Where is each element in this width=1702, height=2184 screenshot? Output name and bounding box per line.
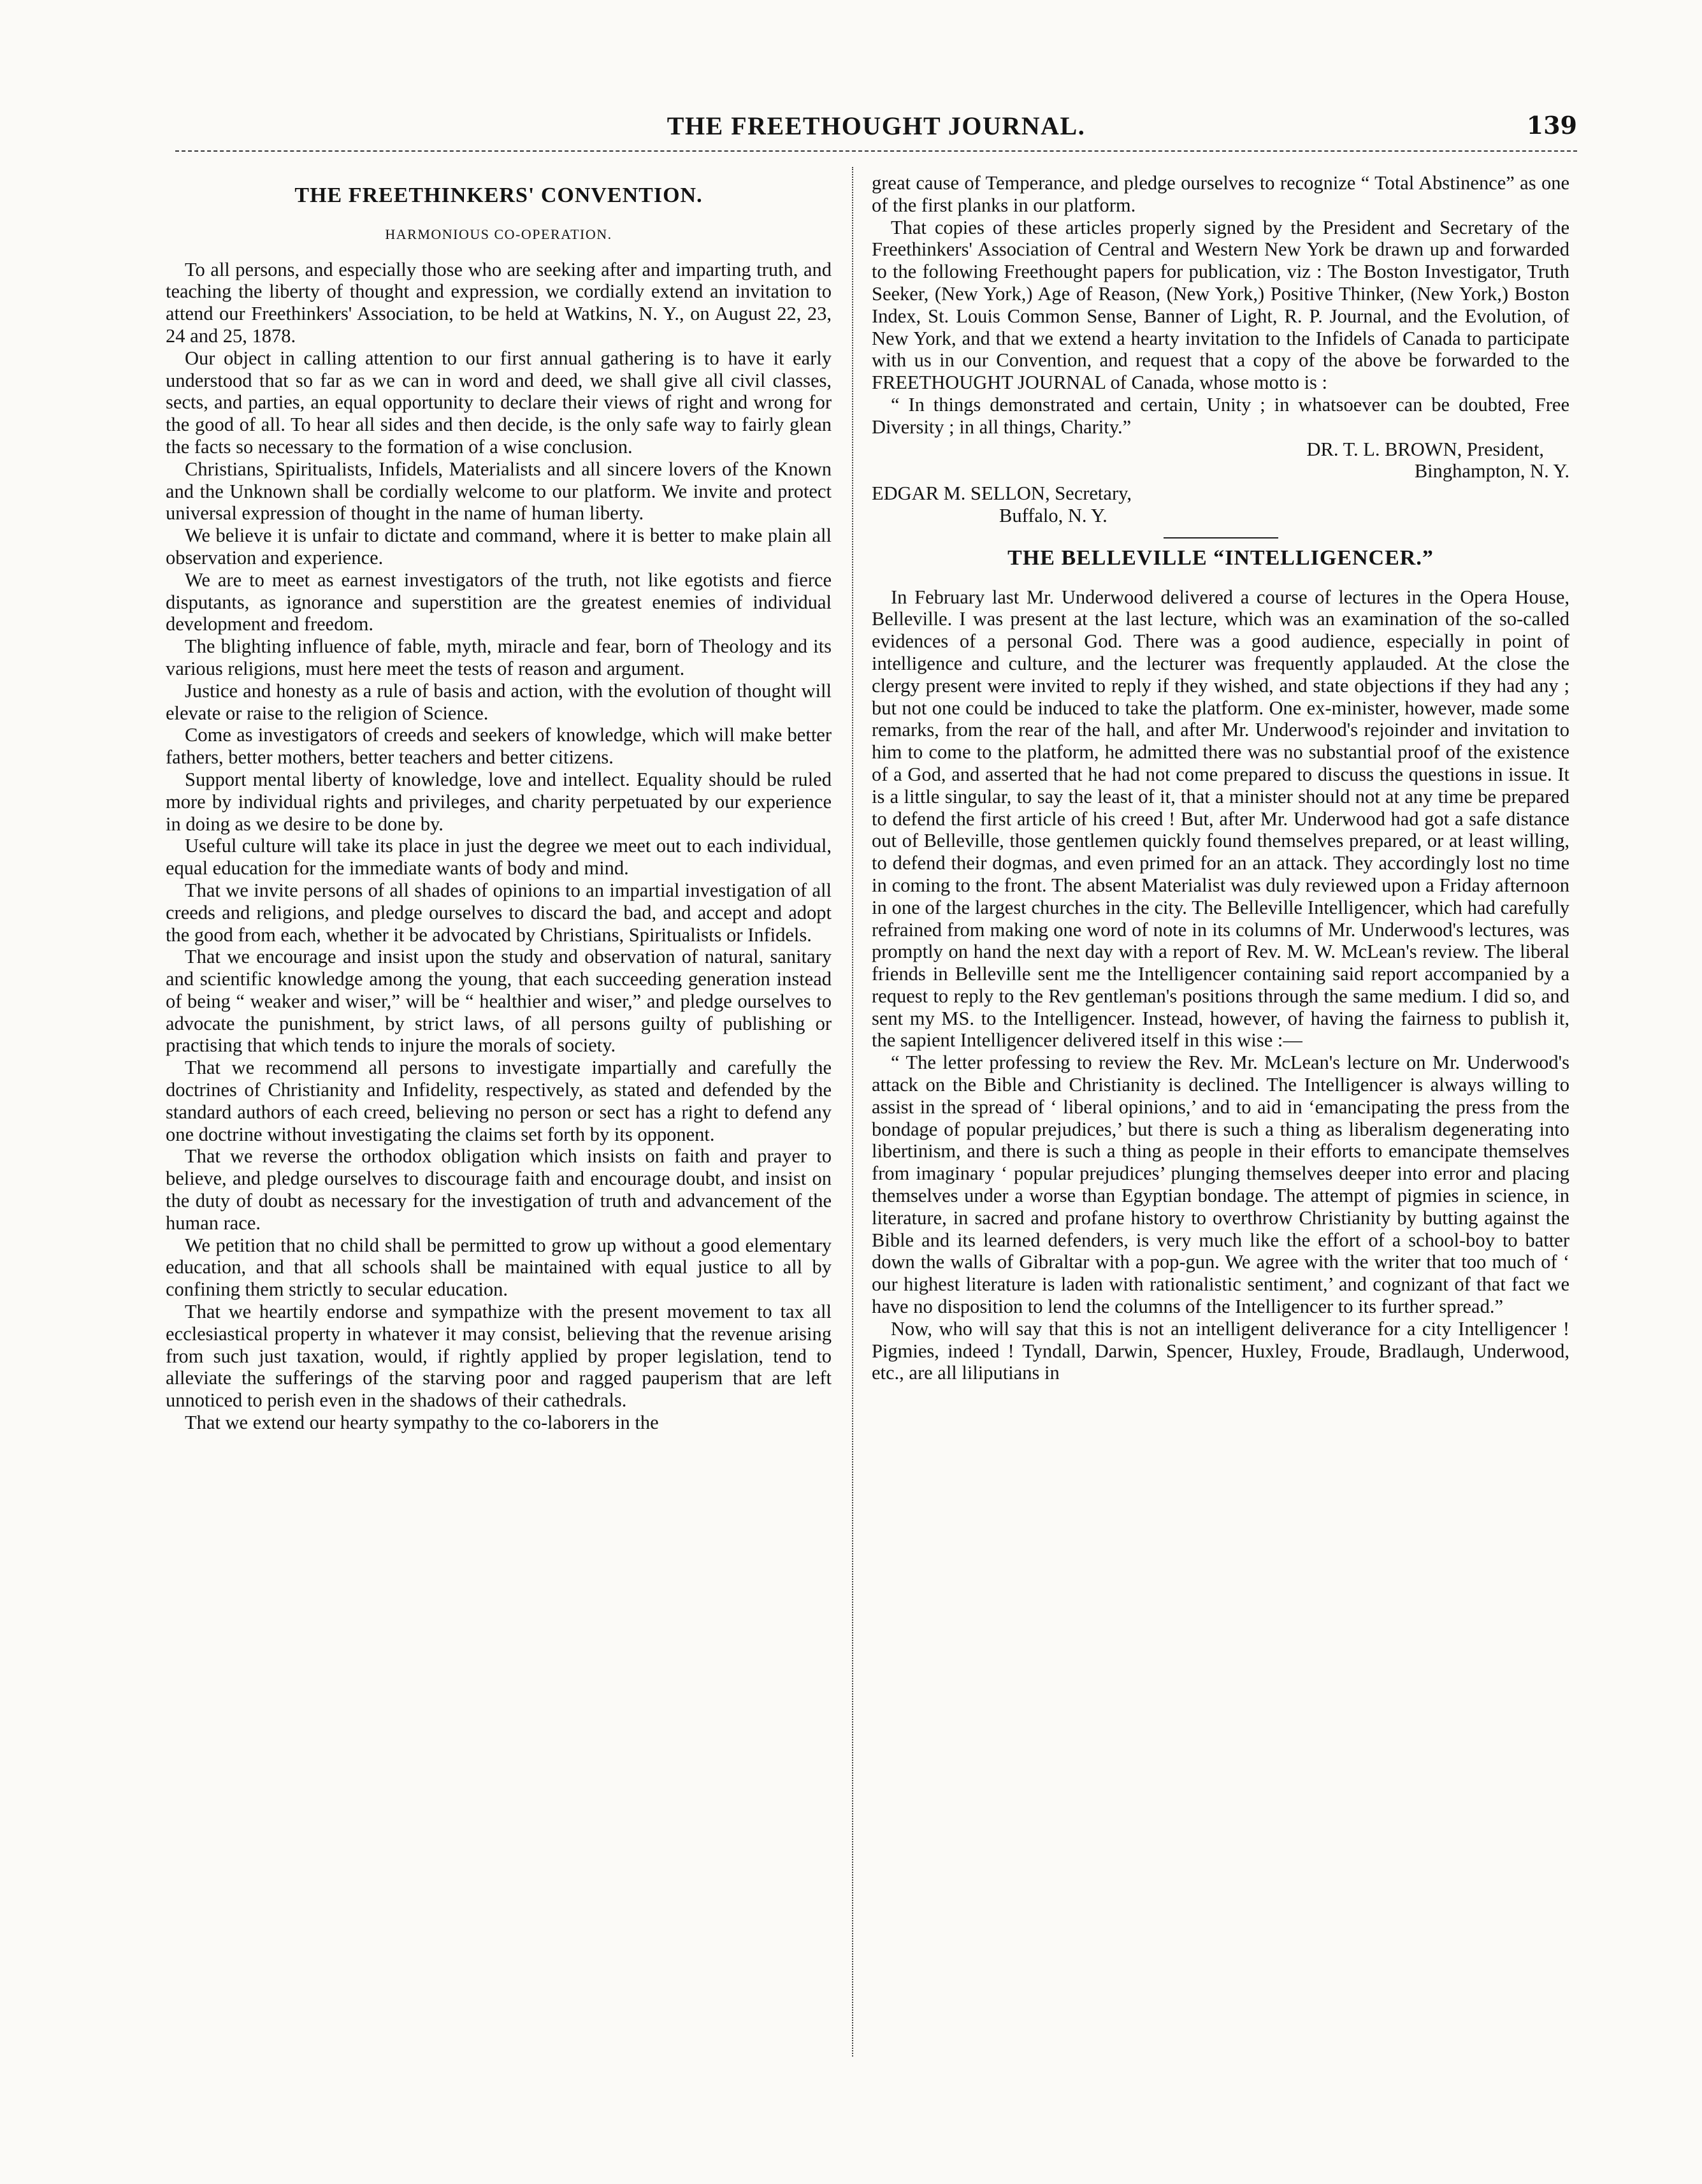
right-column <box>872 172 1569 2052</box>
convention-paragraph: Come as investigators of creeds and seekers of knowledge, which will make better fathers, better mothers, better teachers and better citizens. <box>166 724 832 769</box>
section-divider <box>1164 537 1278 539</box>
header-rule <box>175 150 1577 152</box>
intelligencer-paragraph: Now, who will say that this is not an intelligent deliverance for a city Intelligencer ! Pigmies, indeed ! Tyndall, Darwin, Spencer, Huxley, Froude, Bradlaugh, Underwood, etc., are all liliputians in <box>872 1317 1569 1384</box>
convention-paragraph: That we extend our hearty sympathy to the co-laborers in the <box>185 1412 659 1434</box>
convention-paragraph: That we encourage and insist upon the study and observation of natural, sanitary and scientific knowledge among the young, that each succeeding generation instead of being “ weaker and wiser,” will be “ healthier and wiser,” and pledge ourselves to advocate the punishment, by strict laws, of all persons guilty of publishing or practising that which tends to injure the morals of society. <box>166 946 832 1057</box>
intelligencer-title: THE BELLEVILLE “INTELLIGENCER.” <box>1007 546 1434 570</box>
convention-paragraph: Christians, Spiritualists, Infidels, Materialists and all sincere lovers of the Known and the Unknown shall be cordially welcome to our platform. We invite and protect universal expression of thought in the name of human liberty. <box>166 458 832 524</box>
secretary-signature: EDGAR M. SELLON, Secretary, <box>872 482 1132 505</box>
intelligencer-paragraph: In February last Mr. Underwood delivered a course of lectures in the Opera House, Belleville. I was present at the last lecture, which was an examination of the so-called evidences of a personal God. There was a good audience, especially in point of intelligence and culture, and the lecturer was frequently applauded. At the close the clergy present were invited to reply if they wished, and state objections if they had any ; but not one could be induced to take the platform. One ex-minister, however, made some remarks, from the rear of the hall, and after Mr. Underwood's rejoinder and invitation to him to come to the platform, he admitted there was no substantial proof of the existence of a God, and asserted that he had not come prepared to discuss the questions in issue. It is a little singular, to say the least of it, that a minister should not at any time be prepared to defend the first article of his creed ! But, after Mr. Underwood had got a safe distance out of Belleville, those gentlemen quickly found themselves prepared, or at least willing, to defend their dogmas, and even primed for an an attack. They accordingly lost no time in coming to the front. The absent Materialist was duly reviewed upon a Friday afternoon in one of the largest churches in the city. The Belleville Intelligencer, which had carefully refrained from making one word of note in its columns of Mr. Underwood's lectures, was promptly on hand the next day with a report of Rev. M. W. McLean's review. The liberal friends in Belleville sent me the Intelligencer containing said report accompanied by a request to reply to the Rev gentleman's positions through the same medium. I did so, and sent my MS. to the Intelligencer. Instead, however, of having the fairness to publish it, the sapient Intelligencer delivered itself in this wise :— <box>872 586 1569 1052</box>
president-signature: DR. T. L. BROWN, President, <box>1306 438 1544 460</box>
convention-paragraph: That we recommend all persons to investigate impartially and carefully the doctrines of Christianity and Infidelity, respectively, as stated and defended by the standard authors of each creed, believing no person or sect has a right to defend any one doctrine without investigating the claims set forth by its opponent. <box>166 1057 832 1145</box>
convention-subtitle: HARMONIOUS CO-OPERATION. <box>385 226 612 242</box>
left-column <box>166 172 832 2052</box>
journal-title: THE FREETHOUGHT JOURNAL. <box>667 112 1086 140</box>
running-head <box>175 107 1577 152</box>
convention-paragraph: Justice and honesty as a rule of basis and action, with the evolution of thought will elevate or raise to the religion of Science. <box>166 679 832 724</box>
convention-paragraph: That we reverse the orthodox obligation which insists on faith and prayer to believe, and pledge ourselves to discourage faith and encourage doubt, and insist on the duty of doubt as necessary for the investigation of truth and advancement of the human race. <box>166 1145 832 1234</box>
convention-paragraph: We petition that no child shall be permitted to grow up without a good elementary education, and that all schools shall be maintained with equal justice to all by confining them strictly to secular education. <box>166 1234 832 1301</box>
convention-paragraph: We are to meet as earnest investigators of the truth, not like egotists and fierce disputants, as ignorance and superstition are the greatest enemies of individual development and freedom. <box>166 568 832 635</box>
column-divider <box>852 167 853 2057</box>
convention-paragraph: Useful culture will take its place in just the degree we meet out to each individual, equal education for the immediate wants of body and mind. <box>166 835 832 879</box>
convention-paragraph: Our object in calling attention to our first annual gathering is to have it early understood that so far as we can in word and deed, we shall give all civil classes, sects, and parties, an equal opportunity to declare their views of right and wrong for the good of all. To hear all sides and then decide, is the only safe way to fairly glean the facts so necessary to the formation of a wise conclusion. <box>166 347 832 458</box>
convention-paragraph: To all persons, and especially those who are seeking after and imparting truth, and teaching the liberty of thought and expression, we cordially extend an invitation to attend our Freethinkers' Association, to be held at Watkins, N. Y., on August 22, 23, 24 and 25, 1878. <box>166 258 832 347</box>
convention-title: THE FREETHINKERS' CONVENTION. <box>294 184 703 207</box>
convention-paragraph: We believe it is unfair to dictate and command, where it is better to make plain all observation and experience. <box>166 524 832 568</box>
convention-paragraph: The blighting influence of fable, myth, miracle and fear, born of Theology and its various religions, must here meet the tests of reason and argument. <box>166 635 832 679</box>
secretary-place: Buffalo, N. Y. <box>999 504 1107 526</box>
convention-paragraph: That we heartily endorse and sympathize with the present movement to tax all ecclesiastical property in whatever it may consist, believing that the revenue arising from such just taxation, would, if rightly applied by proper legislation, tend to alleviate the sufferings of the starving poor and ragged pauperism that are left unnoticed to perish even in the shadows of their cathedrals. <box>166 1301 832 1412</box>
president-place: Binghampton, N. Y. <box>1414 460 1569 482</box>
convention-paragraph: That we invite persons of all shades of opinions to an impartial investigation of all creeds and religions, and pledge ourselves to discard the bad, and accept and adopt the good from each, whether it be advocated by Christians, Spiritualists or Infidels. <box>166 879 832 946</box>
intelligencer-quote: “ The letter professing to review the Rev. Mr. McLean's lecture on Mr. Underwood's attack on the Bible and Christianity is declined. The Intelligencer is always willing to assist in the spread of ‘ liberal opinions,’ and to aid in ‘emancipating the press from the bondage of popular prejudices,’ but there is such a thing as liberalism degenerating into libertinism, and there is such a thing as people in their efforts to emancipate themselves from imaginary ‘ popular prejudices’ plunging themselves deeper into error and placing themselves under a worse than Egyptian bondage. The attempt of pigmies in science, in literature, in sacred and profane history to overthrow Christianity by butting against the Bible and its learned defenders, is very much like the effort of a school-boy to batter down the walls of Gibraltar with a pop-gun. We agree with the writer that too much of ‘ our highest literature is laden with rationalistic sentiment,’ and cognizant of that fact we have no disposition to lend the columns of the Intelligencer to its further spread.” <box>872 1052 1569 1318</box>
convention-continuation: great cause of Temperance, and pledge ourselves to recognize “ Total Abstinence” as one of the first planks in our platform. <box>872 172 1569 216</box>
convention-continuation: That copies of these articles properly signed by the President and Secretary of the Freethinkers' Association of Central and Western New York be drawn up and forwarded to the following Freethought papers for publication, viz : The Boston Investigator, Truth Seeker, (New York,) Age of Reason, (New York,) Positive Thinker, (New York,) Boston Index, St. Louis Common Sense, Banner of Light, R. P. Journal, and the Evolution, of New York, and that we extend a hearty invitation to the Infidels of Canada to participate with us in our Convention, and request that a copy of the above be forwarded to the FREETHOUGHT JOURNAL of Canada, whose motto is : <box>872 216 1569 394</box>
convention-motto: “ In things demonstrated and certain, Unity ; in whatsoever can be doubted, Free Diversity ; in all things, Charity.” <box>872 393 1569 438</box>
convention-paragraph: Support mental liberty of knowledge, love and intellect. Equality should be ruled more by individual rights and privileges, and charity perpetuated by our experience in doing as we desire to be done by. <box>166 768 832 835</box>
page-number: 139 <box>1526 111 1577 140</box>
